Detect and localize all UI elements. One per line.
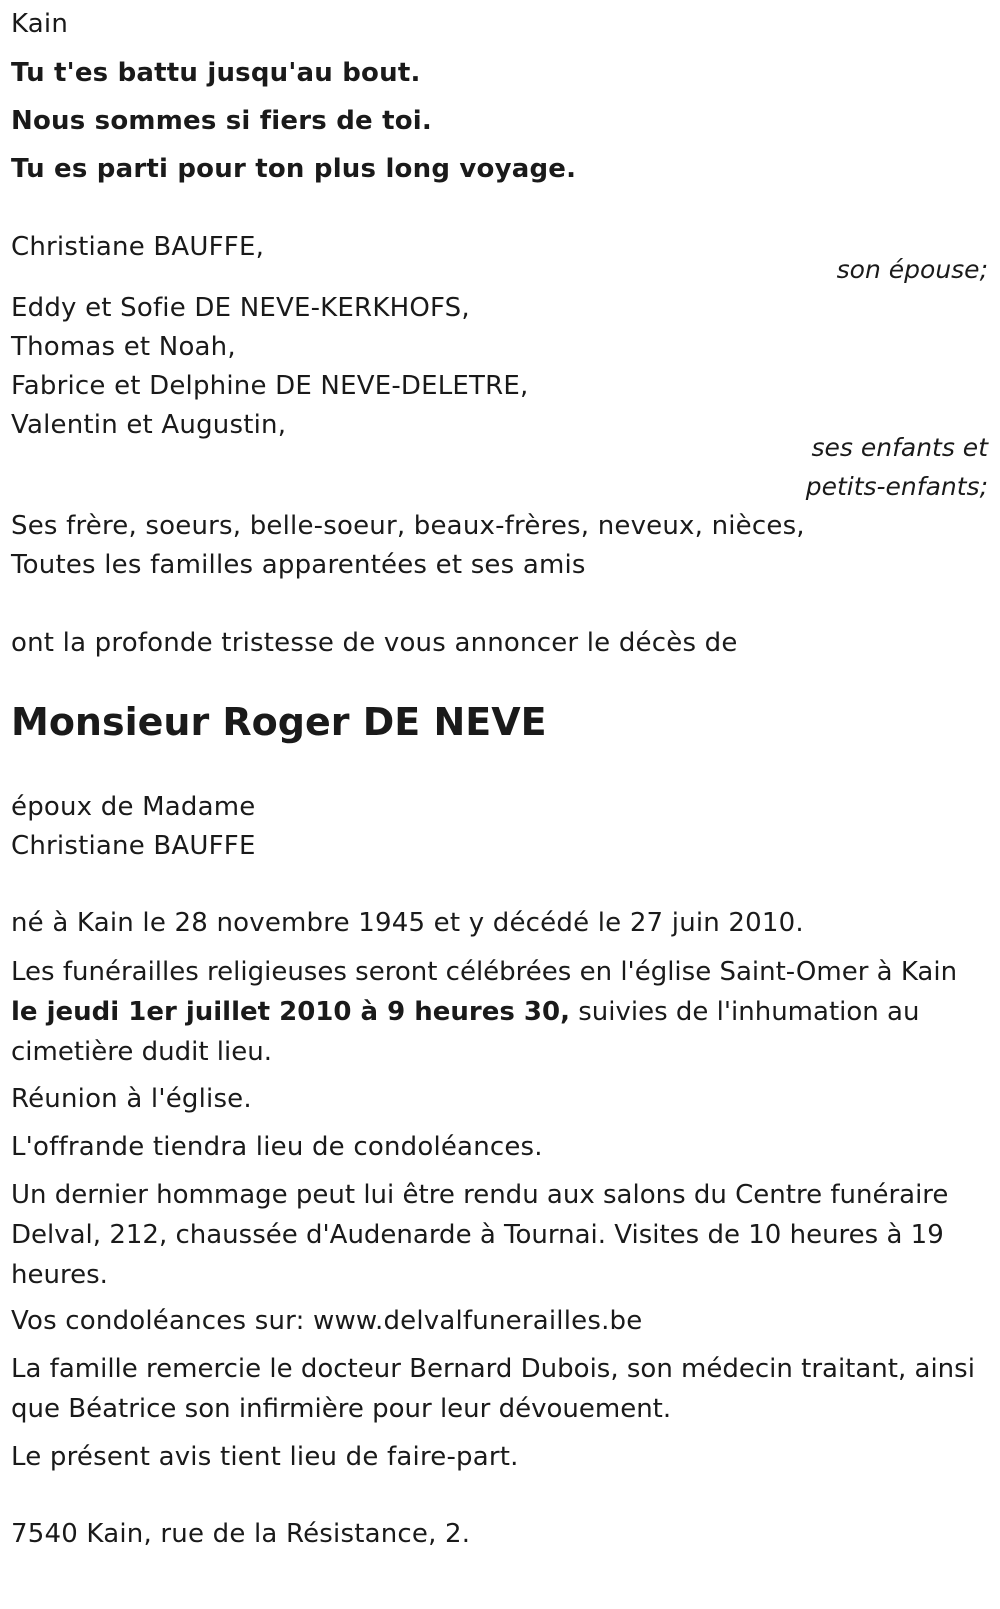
funeral-intro: Les funérailles religieuses seront célébrées en l'église Saint-Omer à Kain	[11, 957, 958, 987]
child-line-2: Thomas et Noah,	[11, 332, 236, 362]
offering-note: L'offrande tiendra lieu de condoléances.	[11, 1132, 543, 1162]
address: 7540 Kain, rue de la Résistance, 2.	[11, 1519, 471, 1549]
children-role-2: petits-enfants;	[805, 472, 988, 501]
thanks-paragraph: La famille remercie le docteur Bernard Dubois, son médecin traitant, ainsi que Béatrice son infirmière pour leur dévouement.	[11, 1354, 975, 1424]
announcement: ont la profonde tristesse de vous annoncer le décès de	[11, 628, 738, 658]
verse-line-3: Tu es parti pour ton plus long voyage.	[11, 154, 577, 184]
funeral-paragraph	[11, 952, 986, 1072]
spouse-name: Christiane BAUFFE,	[11, 232, 265, 262]
funeral-datetime: le jeudi 1er juillet 2010 à 9 heures 30,	[11, 997, 570, 1027]
child-line-1: Eddy et Sofie DE NEVE-KERKHOFS,	[11, 293, 470, 323]
condolences-note: Vos condoléances sur: www.delvalfunerailles.be	[11, 1306, 643, 1336]
location-line: Kain	[11, 9, 69, 39]
child-line-4: Valentin et Augustin,	[11, 410, 287, 440]
meeting-note: Réunion à l'église.	[11, 1084, 252, 1114]
children-role-1: ses enfants et	[811, 433, 988, 462]
others-line-2: Toutes les familles apparentées et ses amis	[11, 550, 586, 580]
child-line-3: Fabrice et Delphine DE NEVE-DELETRE,	[11, 371, 529, 401]
verse-line-1: Tu t'es battu jusqu'au bout.	[11, 58, 421, 88]
birth-death-dates: né à Kain le 28 novembre 1945 et y décédé le 27 juin 2010.	[11, 908, 804, 938]
verse-line-2: Nous sommes si fiers de toi.	[11, 106, 432, 136]
notice-line: Le présent avis tient lieu de faire-part.	[11, 1442, 519, 1472]
spouse-role: son épouse;	[836, 255, 988, 284]
funeral-outro: suivies de l'inhumation au cimetière dudit lieu.	[11, 997, 920, 1067]
others-line-1: Ses frère, soeurs, belle-soeur, beaux-frères, neveux, nièces,	[11, 511, 805, 541]
homage-paragraph: Un dernier hommage peut lui être rendu aux salons du Centre funéraire Delval, 212, chaussée d'Audenarde à Tournai. Visites de 10 heures à 19 heures.	[11, 1180, 949, 1290]
deceased-name: Monsieur Roger DE NEVE	[11, 700, 547, 744]
relation-line-1: époux de Madame	[11, 792, 256, 822]
relation-line-2: Christiane BAUFFE	[11, 831, 256, 861]
